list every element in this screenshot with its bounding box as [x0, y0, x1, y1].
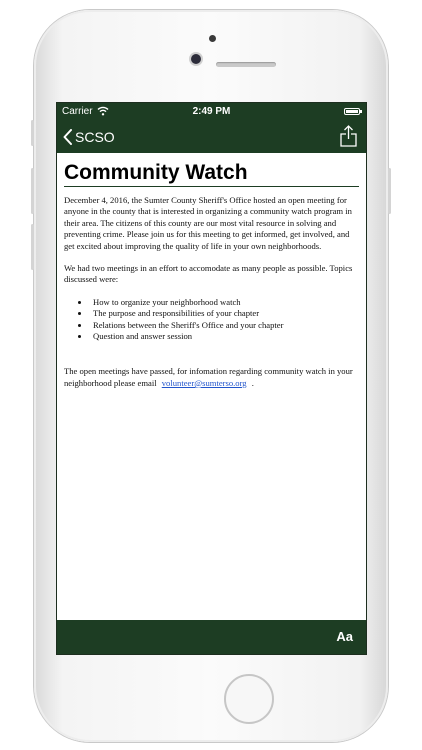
volume-down-button: [31, 224, 34, 270]
article-paragraph: We had two meetings in an effort to accomodate as many people as possible. Topics discussed were:: [64, 263, 353, 285]
article-content: [57, 153, 366, 621]
chevron-left-icon: [63, 129, 72, 145]
article-paragraph: December 4, 2016, the Sumter County Sheriff's Office hosted an open meeting for anyone in the county that is interested in organizing a community watch program in their area. The citizens of this county are our most vital resource in solving and preventing crime. Please join us for this meeting to get informed, get involved, and get excited about improving the quality of life in your own neighborhoods.: [64, 195, 352, 251]
navigation-bar: [57, 121, 366, 153]
home-button[interactable]: [224, 674, 274, 724]
status-time: 2:49 PM: [192, 106, 231, 117]
power-button: [388, 168, 391, 214]
font-size-button[interactable]: Aa: [336, 629, 353, 644]
carrier-label: Carrier: [62, 106, 93, 117]
list-item: • Relations between the Sheriff's Office and your chapter: [90, 320, 359, 331]
article-body: [64, 195, 359, 389]
page-title: Community Watch: [64, 161, 359, 187]
list-item: • Question and answer session: [90, 331, 359, 342]
status-bar: [57, 103, 366, 121]
back-button-label: SCSO: [75, 129, 115, 145]
article-paragraph: [64, 366, 359, 389]
share-icon[interactable]: [340, 125, 357, 147]
contact-text-end: .: [251, 377, 254, 388]
bottom-toolbar: [57, 620, 366, 654]
mute-switch: [31, 120, 34, 146]
topics-list: [64, 297, 359, 343]
earpiece-speaker: [216, 62, 276, 67]
contact-text: The open meetings have passed, for infomation regarding community watch in your neighborhood please email: [64, 366, 353, 388]
email-link[interactable]: volunteer@sumterso.org: [161, 377, 247, 388]
volume-up-button: [31, 168, 34, 214]
back-button[interactable]: [63, 127, 115, 147]
battery-icon: [344, 108, 360, 115]
list-item: • The purpose and responsibilities of your chapter: [90, 308, 359, 319]
proximity-sensor: [209, 35, 216, 42]
front-camera: [191, 54, 201, 64]
list-item: • How to organize your neighborhood watch: [90, 297, 359, 308]
app-screen: [56, 102, 367, 655]
